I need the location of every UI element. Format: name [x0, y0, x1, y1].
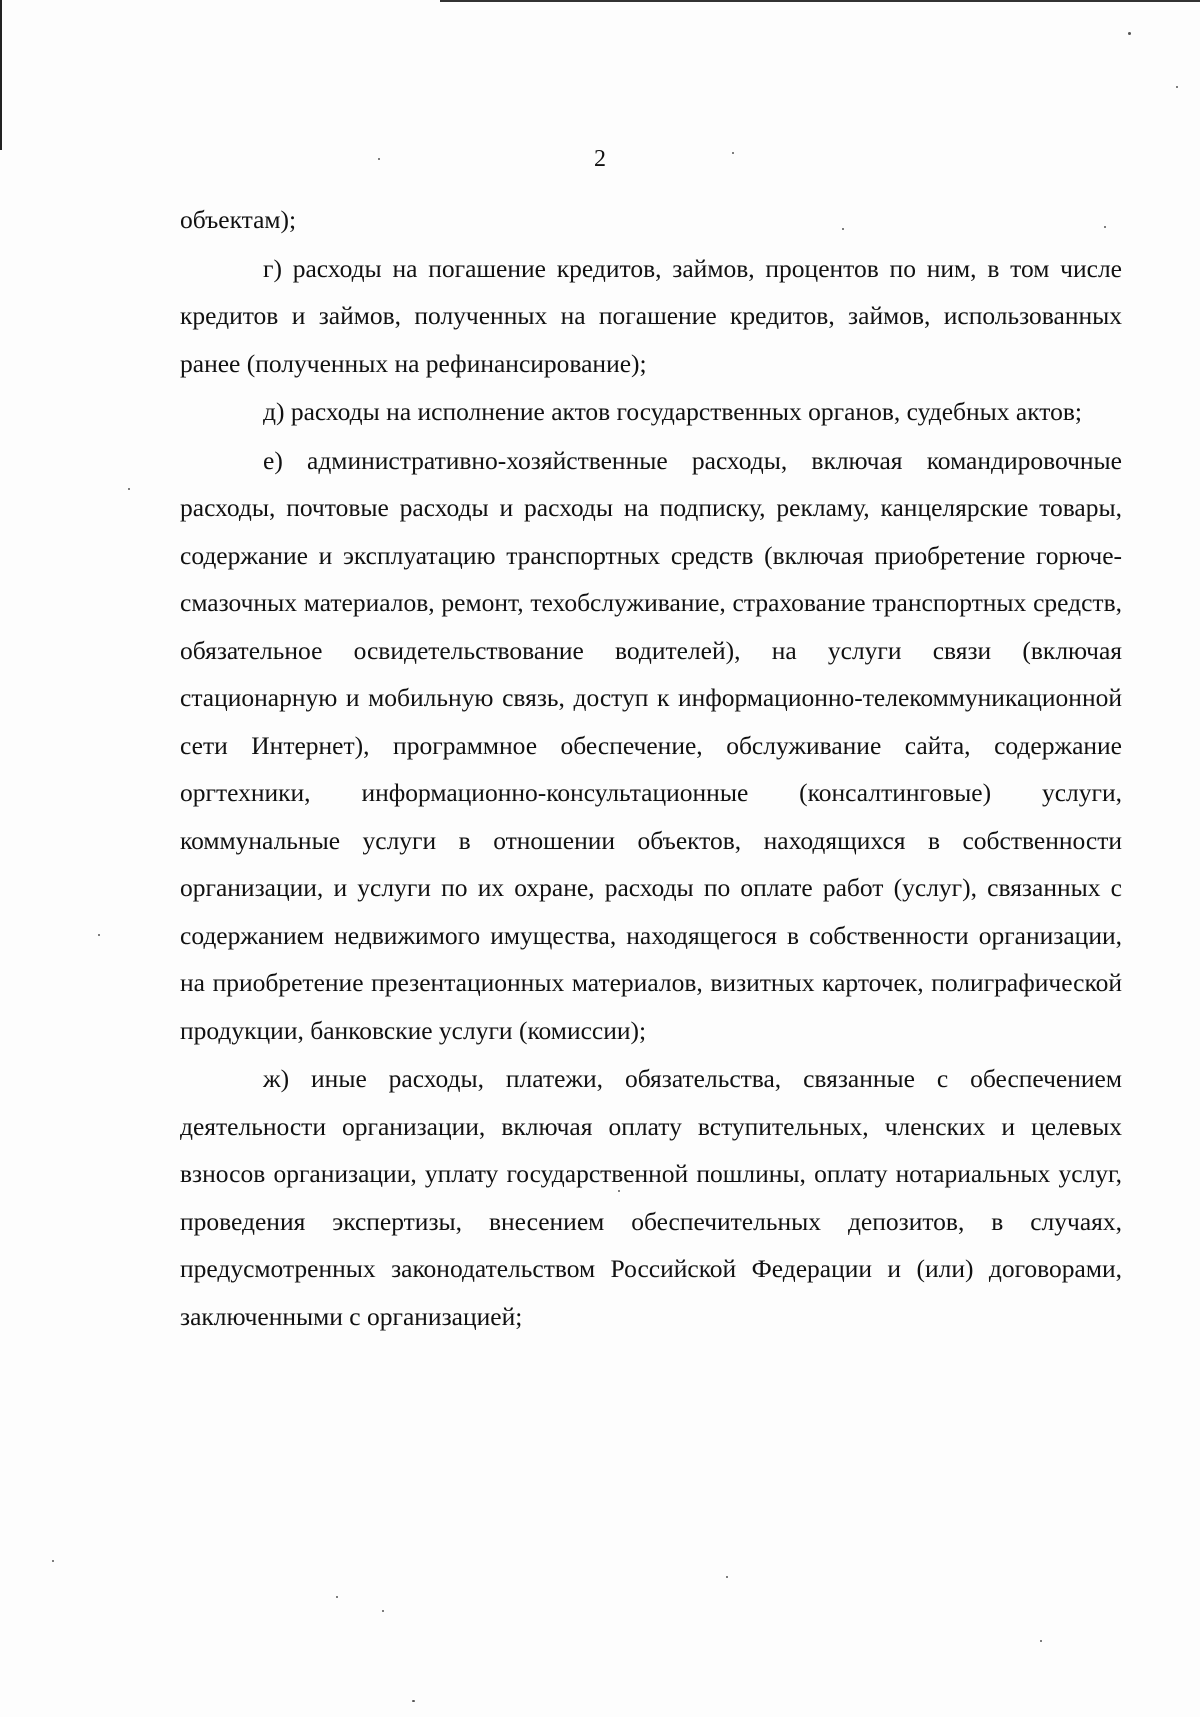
scan-speck — [382, 1610, 384, 1612]
scan-speck — [726, 1576, 728, 1578]
scan-speck — [336, 1596, 338, 1598]
paragraph-item-g: г) расходы на погашение кредитов, займов, процентов по ним, в том числе кредитов и займов, полученных на погашение кредитов, займов, использованных ранее (полученных на рефинансирование); — [180, 253, 1122, 378]
scan-speck — [412, 1700, 415, 1702]
paragraph-continuation: объектам); — [180, 205, 297, 234]
scan-speck — [1040, 1640, 1042, 1642]
body-text — [180, 196, 1122, 1341]
paragraph-item-d: д) расходы на исполнение актов государственных органов, судебных актов; — [263, 397, 1082, 426]
scan-speck — [52, 1560, 54, 1562]
scan-speck — [98, 934, 100, 936]
scan-speck — [1128, 32, 1131, 35]
paragraph-item-zh: ж) иные расходы, платежи, обязательства, связанные с обеспечением деятельности организации, включая оплату вступительных, членских и целевых взносов организации, уплату государственной пошлины, оплату нотариальных услуг, проведения экспертизы, внесением обеспечительных депозитов, в случаях, предусмотренных законодательством Российской Федерации и (или) договорами, заключенными с организацией; — [180, 1064, 1122, 1331]
scan-edge-artifact — [440, 0, 1200, 2]
paragraph-item-e: е) административно-хозяйственные расходы, включая командировочные расходы, почтовые расходы и расходы на подписку, рекламу, канцелярские товары, содержание и эксплуатацию транспортных средств (включая приобретение горюче-смазочных материалов, ремонт, техобслуживание, страхование транспортных средств, обязательное освидетельствование водителей), на услуги связи (включая стационарную и мобильную связь, доступ к информационно-телекоммуникационной сети Интернет), программное обеспечение, обслуживание сайта, содержание оргтехники, информационно-консультационные (консалтинговые) услуги, коммунальные услуги в отношении объектов, находящихся в собственности организации, и услуги по их охране, расходы по оплате работ (услуг), связанных с содержанием недвижимого имущества, находящегося в собственности организации, на приобретение презентационных материалов, визитных карточек, полиграфической продукции, банковские услуги (комиссии); — [180, 445, 1122, 1045]
scan-speck — [1176, 86, 1178, 88]
scan-speck — [128, 488, 130, 490]
page-number: 2 — [594, 146, 606, 172]
scan-edge-artifact — [0, 0, 2, 150]
